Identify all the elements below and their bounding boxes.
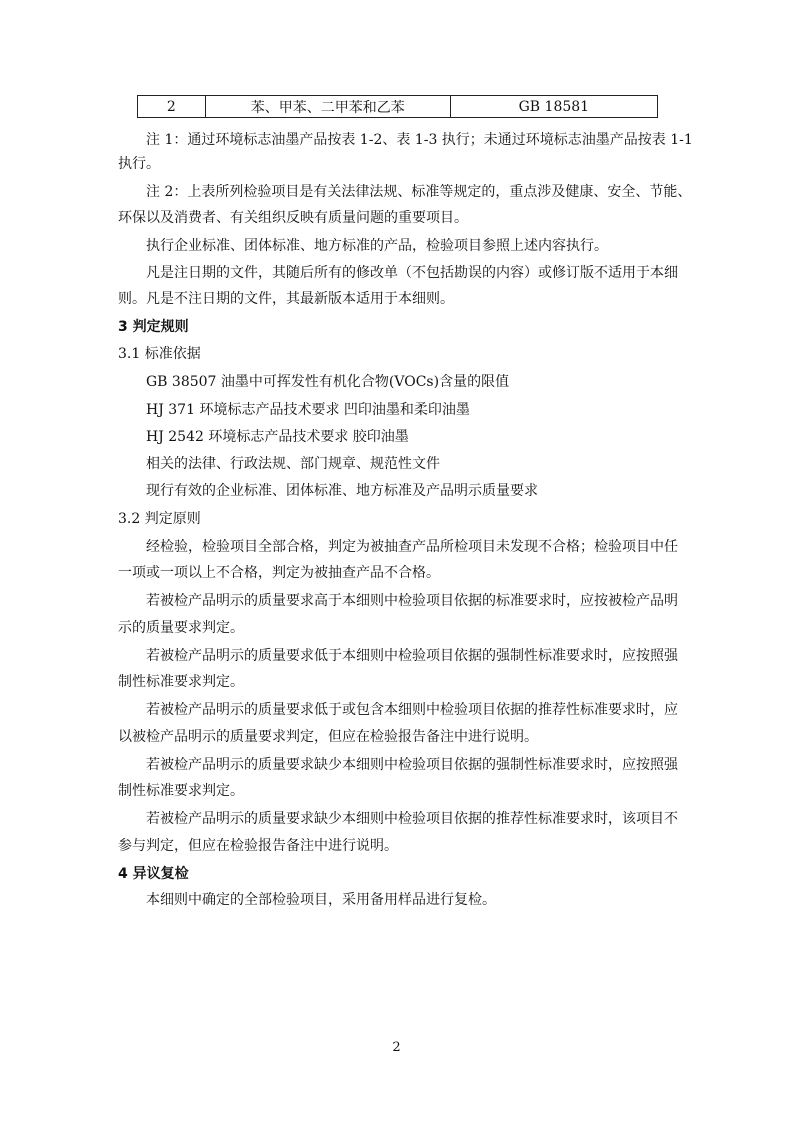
row-number-cell: 2: [138, 96, 206, 118]
section4-title: 4 异议复检: [118, 866, 189, 882]
inspection-items-table: [137, 95, 658, 118]
section3-2-title: 3.2 判定原则: [118, 511, 201, 527]
principle3-line1: 若被检产品明示的质量要求低于本细则中检验项目依据的强制性标准要求时，应按照强: [146, 648, 678, 664]
note2-line2: 环保以及消费者、有关组织反映有质量问题的重要项目。: [118, 210, 468, 226]
note1-line2: 执行。: [118, 156, 160, 172]
dated-note-line2: 则。凡是不注日期的文件，其最新版本适用于本细则。: [118, 291, 454, 307]
section4-body: 本细则中确定的全部检验项目，采用备用样品进行复检。: [146, 892, 496, 908]
note1-line1: 注 1：通过环境标志油墨产品按表 1-2、表 1-3 执行；未通过环境标志油墨产品按表 1-1: [146, 132, 693, 148]
principle6-line2: 参与判定，但应在检验报告备注中进行说明。: [118, 838, 398, 854]
section3-title: 3 判定规则: [118, 319, 189, 335]
principle2-line2: 示的质量要求判定。: [118, 620, 244, 636]
page-number: 2: [392, 1040, 401, 1055]
principle1-line1: 经检验，检验项目全部合格，判定为被抽查产品所检项目未发现不合格；检验项目中任: [146, 539, 678, 555]
basis-item: 现行有效的企业标准、团体标准、地方标准及产品明示质量要求: [146, 483, 538, 499]
principle6-line1: 若被检产品明示的质量要求缺少本细则中检验项目依据的推荐性标准要求时，该项目不: [146, 811, 678, 827]
section3-1-title: 3.1 标准依据: [118, 346, 201, 362]
basis-item: 相关的法律、行政法规、部门规章、规范性文件: [146, 456, 440, 472]
basis-item: GB 38507 油墨中可挥发性有机化合物(VOCs)含量的限值: [146, 374, 510, 390]
principle2-line1: 若被检产品明示的质量要求高于本细则中检验项目依据的标准要求时，应按被检产品明: [146, 593, 678, 609]
exec-note: 执行企业标准、团体标准、地方标准的产品，检验项目参照上述内容执行。: [146, 238, 608, 254]
basis-item: HJ 371 环境标志产品技术要求 凹印油墨和柔印油墨: [146, 402, 470, 418]
note2-line1: 注 2：上表所列检验项目是有关法律法规、标准等规定的，重点涉及健康、安全、节能、: [146, 184, 692, 200]
principle3-line2: 制性标准要求判定。: [118, 674, 244, 690]
item-cell: 苯、甲苯、二甲苯和乙苯: [205, 96, 450, 118]
principle4-line1: 若被检产品明示的质量要求低于或包含本细则中检验项目依据的推荐性标准要求时，应: [146, 702, 678, 718]
table-row: [138, 96, 658, 118]
principle5-line2: 制性标准要求判定。: [118, 783, 244, 799]
standard-cell: GB 18581: [450, 96, 657, 118]
basis-item: HJ 2542 环境标志产品技术要求 胶印油墨: [146, 429, 409, 445]
principle1-line2: 一项或一项以上不合格，判定为被抽查产品不合格。: [118, 565, 440, 581]
principle4-line2: 以被检产品明示的质量要求判定，但应在检验报告备注中进行说明。: [118, 729, 538, 745]
principle5-line1: 若被检产品明示的质量要求缺少本细则中检验项目依据的强制性标准要求时，应按照强: [146, 757, 678, 773]
dated-note-line1: 凡是注日期的文件，其随后所有的修改单（不包括勘误的内容）或修订版不适用于本细: [146, 265, 678, 281]
